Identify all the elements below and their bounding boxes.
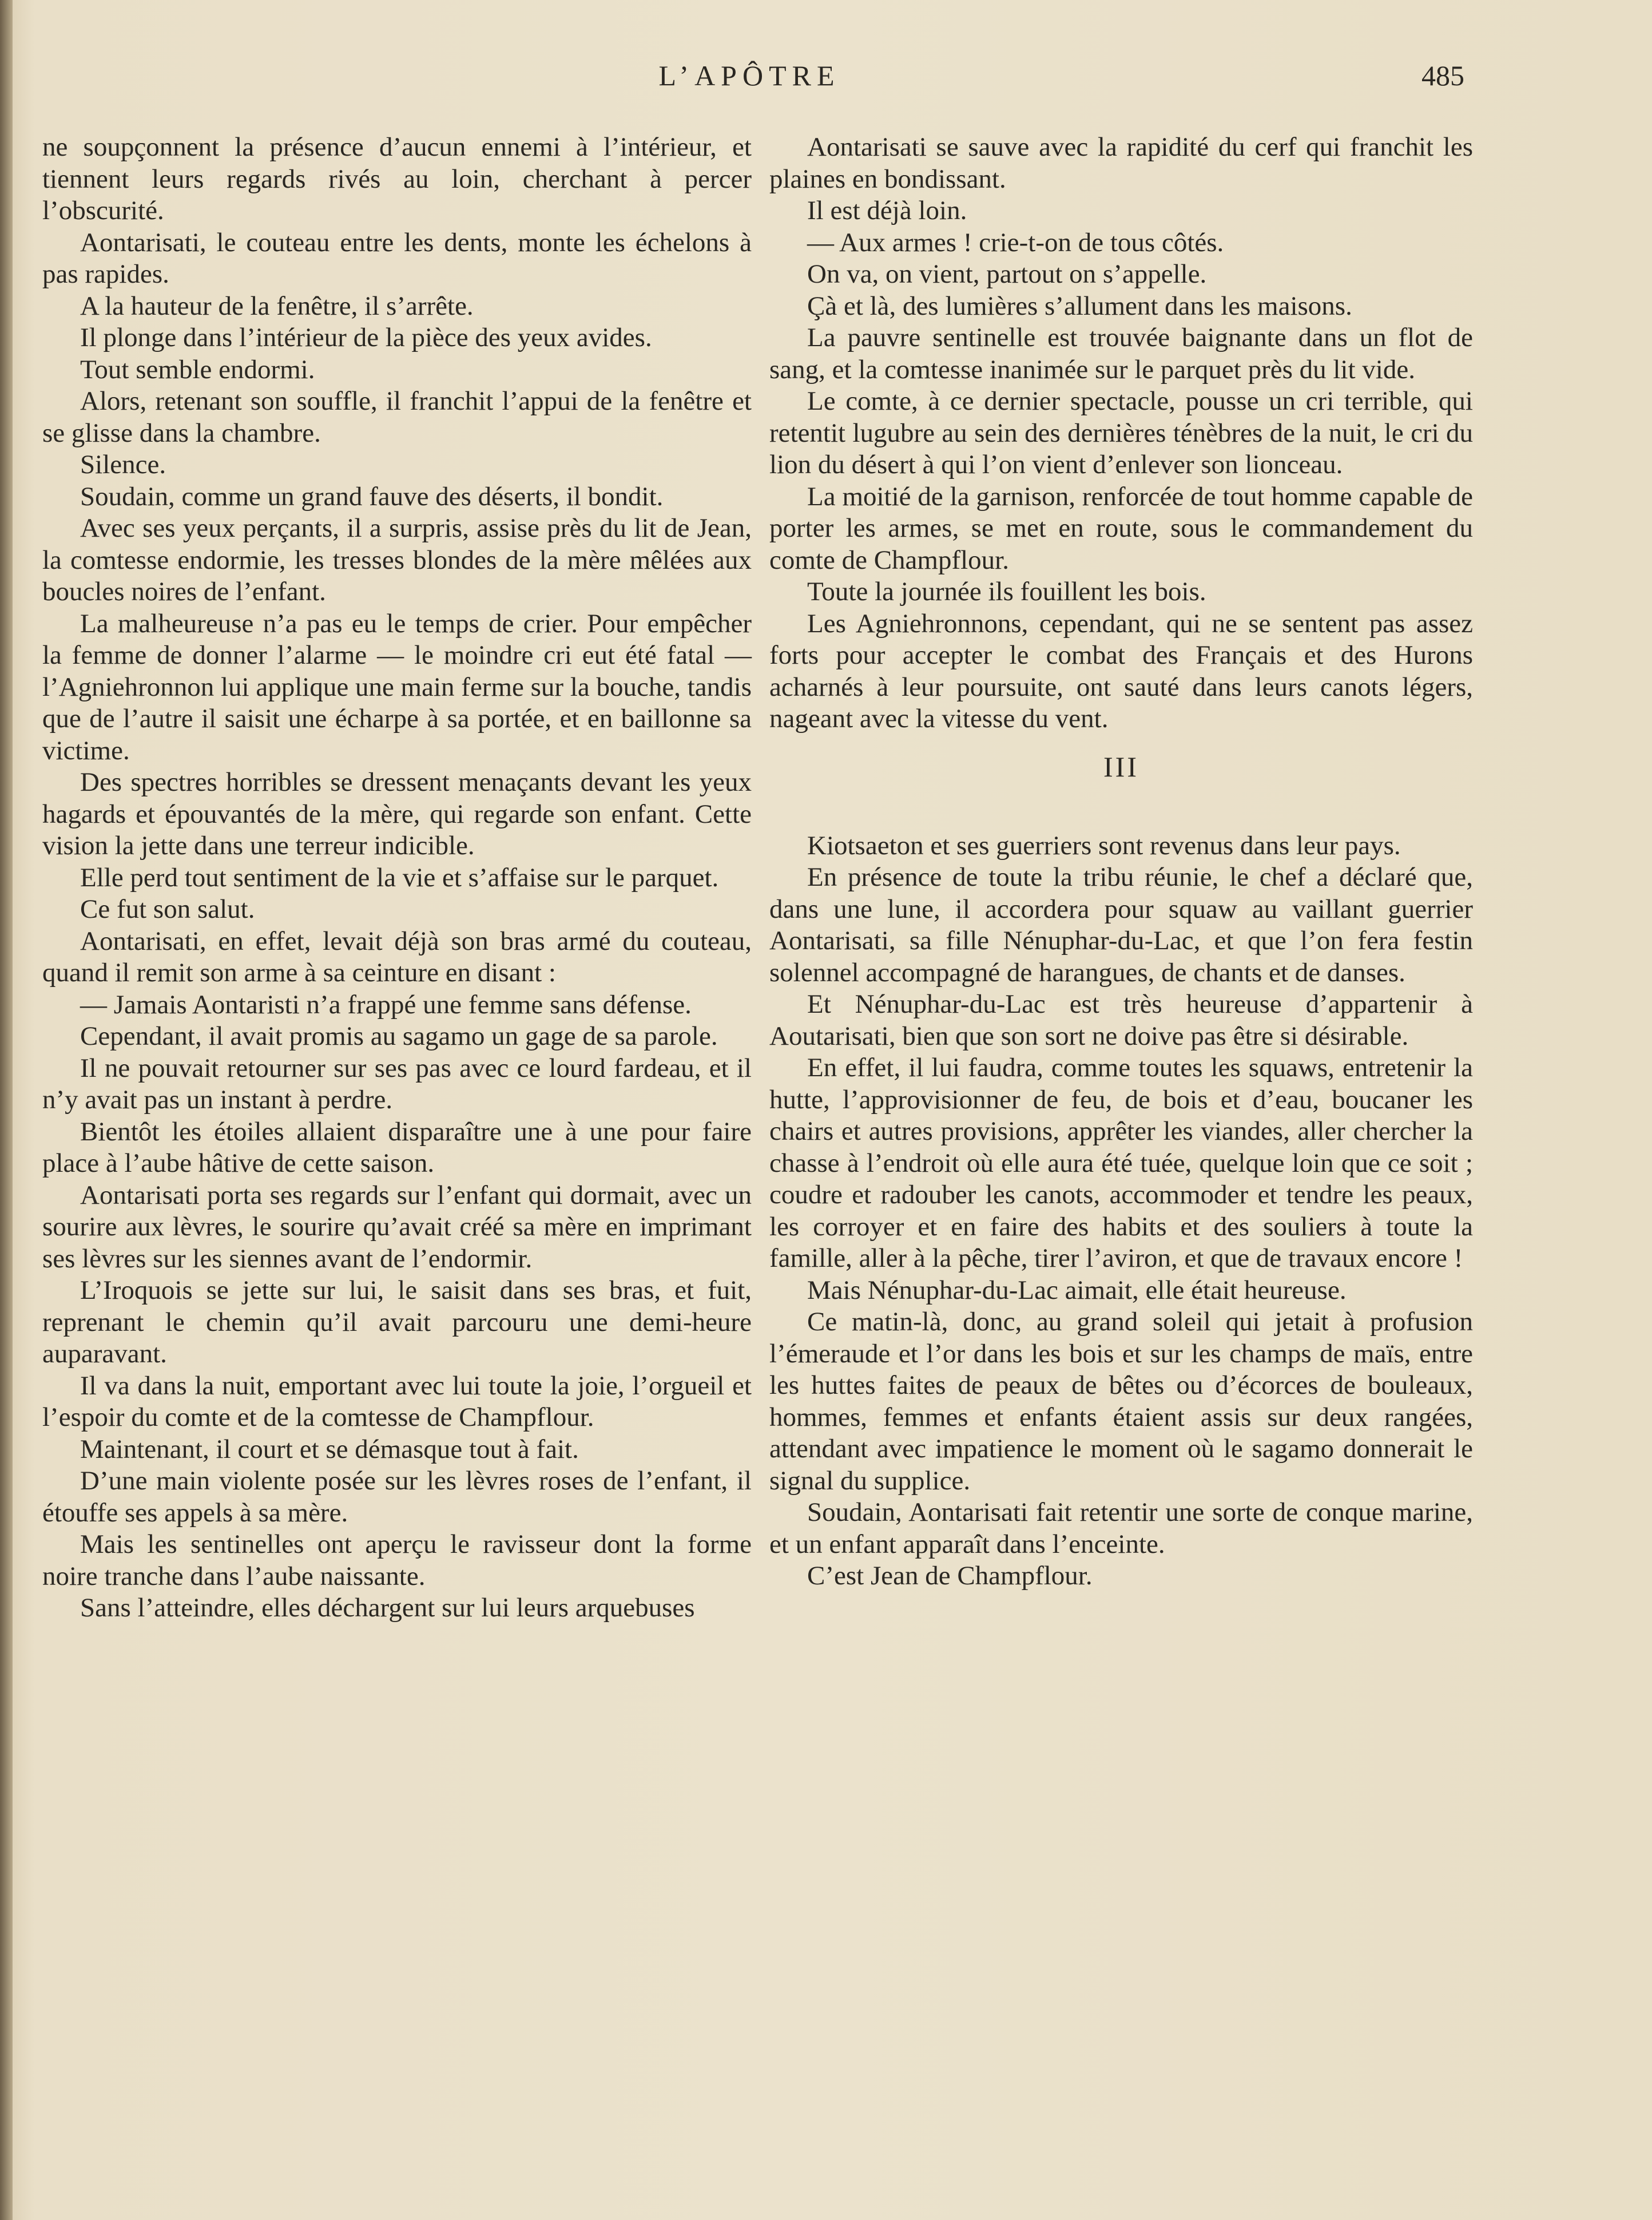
running-title: L’APÔTRE xyxy=(658,60,840,92)
paragraph: Aontarisati, le couteau entre les dents, monte les échelons à pas rapides. xyxy=(42,227,752,289)
page-header xyxy=(0,53,1652,98)
paragraph: — Jamais Aontaristi n’a frappé une femme sans défense. xyxy=(80,989,692,1020)
paragraph: On va, on vient, partout on s’appelle. xyxy=(807,259,1207,289)
paragraph: Tout semble endormi. xyxy=(80,354,315,384)
paragraph: Sans l’atteindre, elles déchargent sur lui leurs arquebuses xyxy=(80,1593,695,1623)
paragraph: Soudain, comme un grand fauve des déserts, il bondit. xyxy=(80,481,664,512)
paragraph: Ce fut son salut. xyxy=(80,894,255,924)
paragraph: Aontarisati, en effet, levait déjà son bras armé du couteau, quand il remit son arme à sa ceinture en disant : xyxy=(42,926,752,988)
paragraph: L’Iroquois se jette sur lui, le saisit dans ses bras, et fuit, reprenant le chemin qu’il avait parcouru une demi-heure auparavant. xyxy=(42,1275,752,1369)
paragraph: Bientôt les étoiles allaient disparaître une à une pour faire place à l’aube hâtive de cette saison. xyxy=(42,1116,752,1178)
paragraph: ne soupçonnent la présence d’aucun ennemi à l’intérieur, et tiennent leurs regards rivés au loin, cherchant à percer l’obscurité. xyxy=(42,132,752,225)
paragraph: Ce matin-là, donc, au grand soleil qui jetait à profusion l’émeraude et l’or dans les bois et sur les champs de maïs, entre les huttes faites de peaux de bêtes ou d’écorces de bouleaux, hommes, femmes et enfants étaient assis sur deux rangées, attendant avec impatience le moment où le sagamo donnerait le signal du supplice. xyxy=(769,1307,1473,1496)
paragraph: Il plonge dans l’intérieur de la pièce des yeux avides. xyxy=(80,323,652,352)
paragraph: — Aux armes ! crie-t-on de tous côtés. xyxy=(807,227,1224,257)
paragraph: La pauvre sentinelle est trouvée baignante dans un flot de sang, et la comtesse inanimée sur le parquet près du lit vide. xyxy=(769,323,1473,384)
section-heading: III xyxy=(1103,750,1139,783)
paragraph: Elle perd tout sentiment de la vie et s’affaise sur le parquet. xyxy=(80,862,719,893)
paragraph: Alors, retenant son souffle, il franchit l’appui de la fenêtre et se glisse dans la chambre. xyxy=(42,386,752,448)
paragraph: La malheureuse n’a pas eu le temps de crier. Pour empêcher la femme de donner l’alarme — le moindre cri eut été fatal — l’Agniehronnon lui applique une main ferme sur la bouche, tandis que de l’autre il saisit une écharpe à sa portée, et en baillonne sa victime. xyxy=(42,608,752,766)
paragraph: Çà et là, des lumières s’allument dans les maisons. xyxy=(807,291,1352,321)
paragraph: En effet, il lui faudra, comme toutes les squaws, entretenir la hutte, l’approvisionner de feu, de bois et d’eau, boucaner les chairs et autres provisions, apprêter les viandes, aller chercher la chasse à l’endroit où elle aura été tuée, quelque loin que ce soit ; coudre et radouber les canots, accommoder et tendre les peaux, les corroyer et en faire des habits et des souliers à toute la famille, aller à la pêche, tirer l’aviron, et que de travaux encore ! xyxy=(769,1053,1473,1273)
paragraph: D’une main violente posée sur les lèvres roses de l’enfant, il étouffe ses appels à sa mère. xyxy=(42,1466,752,1528)
paragraph: Aontarisati porta ses regards sur l’enfant qui dormait, avec un sourire aux lèvres, le sourire qu’avait créé sa mère en imprimant ses lèvres sur les siennes avant de l’endormir. xyxy=(42,1180,752,1274)
paragraph: Cependant, il avait promis au sagamo un gage de sa parole. xyxy=(80,1021,718,1051)
paragraph: Mais les sentinelles ont aperçu le ravisseur dont la forme noire tranche dans l’aube naissante. xyxy=(42,1529,752,1591)
paragraph: Kiotsaeton et ses guerriers sont revenus dans leur pays. xyxy=(807,830,1401,861)
page-number: 485 xyxy=(1421,60,1464,92)
paragraph: Il ne pouvait retourner sur ses pas avec ce lourd fardeau, et il n’y avait pas un instant à perdre. xyxy=(42,1053,752,1115)
paragraph: Et Nénuphar-du-Lac est très heureuse d’appartenir à Aoutarisati, bien que son sort ne doive pas être si désirable. xyxy=(769,989,1473,1051)
paragraph: Des spectres horribles se dressent menaçants devant les yeux hagards et épouvantés de la mère, qui regarde son enfant. Cette vision la jette dans une terreur indicible. xyxy=(42,767,752,861)
paragraph: Soudain, Aontarisati fait retentir une sorte de conque marine, et un enfant apparaît dans l’enceinte. xyxy=(769,1497,1473,1559)
paragraph: Mais Nénuphar-du-Lac aimait, elle était heureuse. xyxy=(807,1275,1347,1305)
paragraph: Avec ses yeux perçants, il a surpris, assise près du lit de Jean, la comtesse endormie, les tresses blondes de la mère mêlées aux boucles noires de l’enfant. xyxy=(42,513,752,606)
paragraph: Le comte, à ce dernier spectacle, pousse un cri terrible, qui retentit lugubre au sein des dernières ténèbres de la nuit, le cri du lion du désert à qui l’on vient d’enlever son lionceau. xyxy=(769,386,1473,479)
paragraph: C’est Jean de Champflour. xyxy=(807,1561,1093,1591)
book-spine xyxy=(0,0,13,2220)
paragraph: Les Agniehronnons, cependant, qui ne se sentent pas assez forts pour accepter le combat des Français et des Hurons acharnés à leur poursuite, ont sauté dans leurs canots légers, nageant avec la vitesse du vent. xyxy=(769,608,1473,734)
paragraph: Il va dans la nuit, emportant avec lui toute la joie, l’orgueil et l’espoir du comte et de la comtesse de Champflour. xyxy=(42,1370,752,1432)
paragraph: Silence. xyxy=(80,450,166,479)
paragraph: Il est déjà loin. xyxy=(807,196,967,225)
paragraph: Toute la journée ils fouillent les bois. xyxy=(807,577,1206,606)
paragraph: A la hauteur de la fenêtre, il s’arrête. xyxy=(80,291,474,321)
left-column xyxy=(42,132,752,1624)
paragraph: Aontarisati se sauve avec la rapidité du cerf qui franchit les plaines en bondissant. xyxy=(769,132,1473,194)
right-column xyxy=(769,132,1473,1592)
paragraph: En présence de toute la tribu réunie, le chef a déclaré que, dans une lune, il accordera pour squaw au vaillant guerrier Aontarisati, sa fille Nénuphar-du-Lac, et que l’on fera festin solennel accompagné de harangues, de chants et de danses. xyxy=(769,862,1473,988)
paragraph: Maintenant, il court et se démasque tout à fait. xyxy=(80,1434,579,1464)
paragraph: La moitié de la garnison, renforcée de tout homme capable de porter les armes, se met en route, sous le commandement du comte de Champflour. xyxy=(769,481,1473,575)
